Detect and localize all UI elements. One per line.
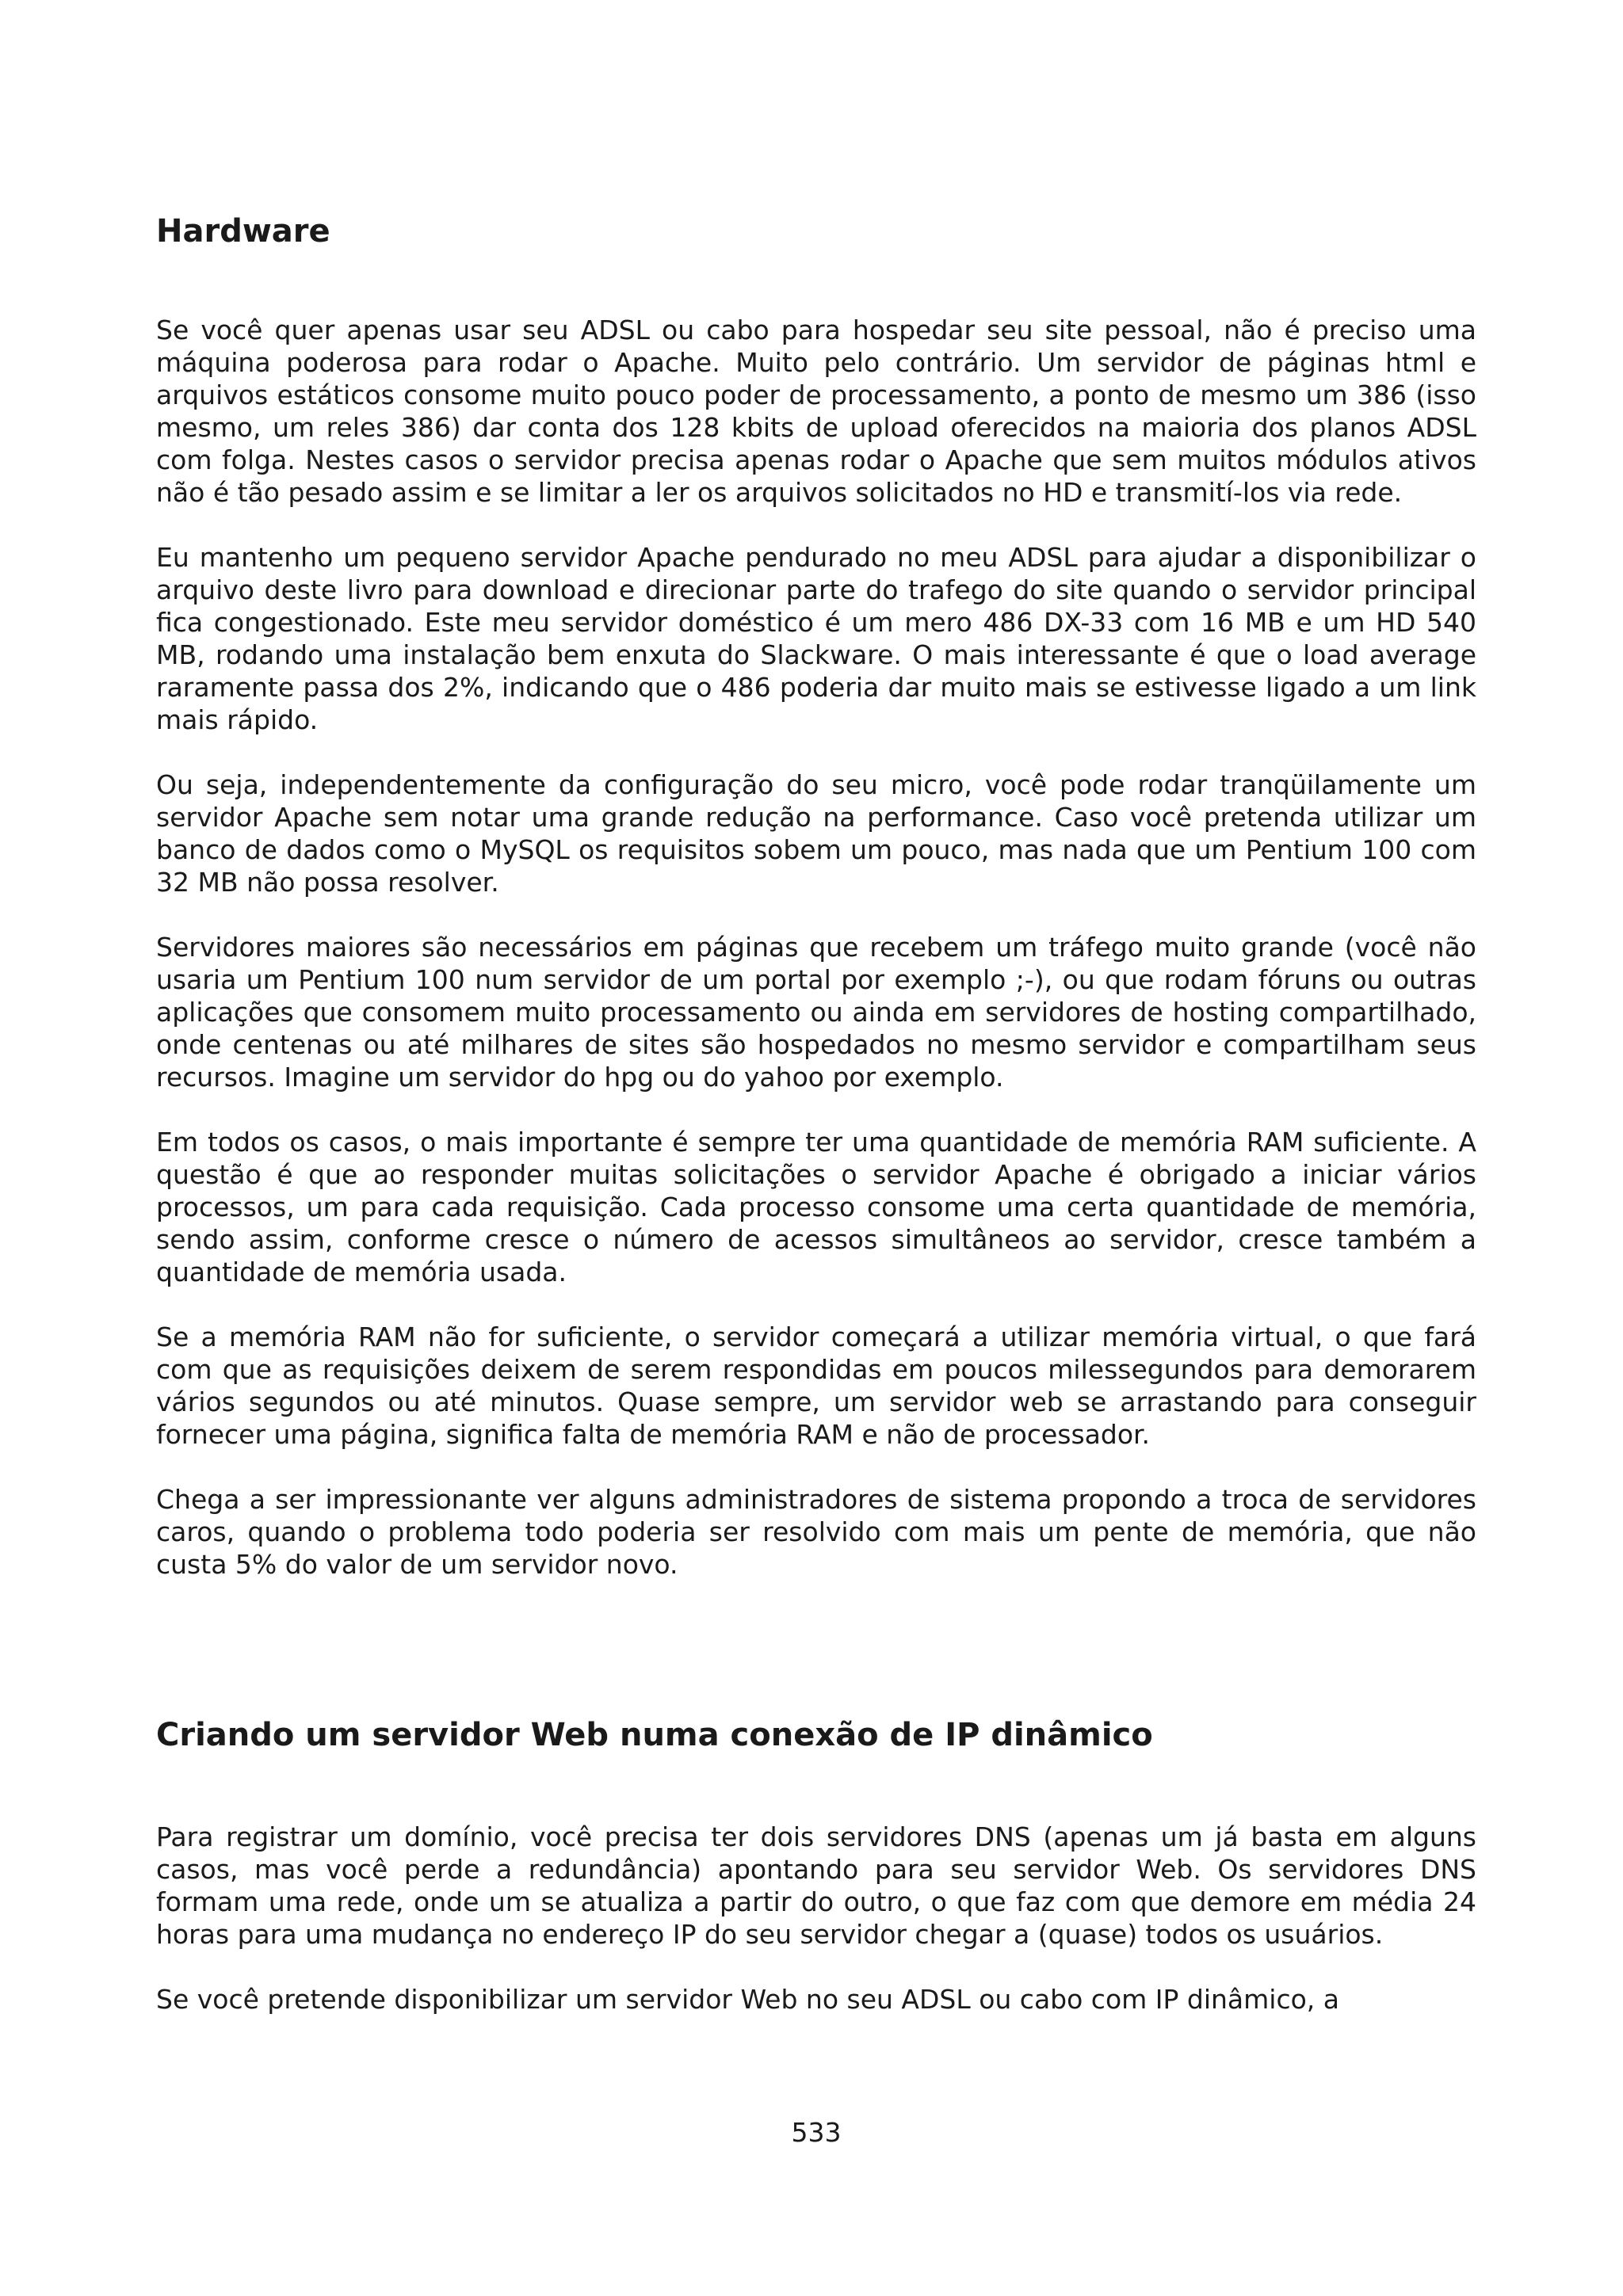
paragraph: Se você quer apenas usar seu ADSL ou cabo para hospedar seu site pessoal, não é preciso uma máquina poderosa para rodar o Apache. Muito pelo contrário. Um servidor de páginas html e arquivos estáticos consome muito pouco poder de processamento, a ponto de mesmo um 386 (isso mesmo, um reles 386) dar conta dos 128 kbits de upload oferecidos na maioria dos planos ADSL com folga. Nestes casos o servidor precisa apenas rodar o Apache que sem muitos módulos ativos não é tão pesado assim e se limitar a ler os arquivos solicitados no HD e transmití-los via rede.: [156, 315, 1476, 508]
document-page: [156, 0, 1476, 2296]
section-body-dynamic-ip-web-server: [156, 1821, 1476, 2048]
section-body-hardware: [156, 314, 1476, 1613]
page-number: 533: [791, 2117, 842, 2148]
paragraph: Em todos os casos, o mais importante é sempre ter uma quantidade de memória RAM suficiente. A questão é que ao responder muitas solicitações o servidor Apache é obrigado a iniciar vários processos, um para cada requisição. Cada processo consome uma certa quantidade de memória, sendo assim, conforme cresce o número de acessos simultâneos ao servidor, cresce também a quantidade de memória usada.: [156, 1127, 1476, 1287]
section-heading-hardware: Hardware: [156, 213, 330, 250]
paragraph: Chega a ser impressionante ver alguns administradores de sistema propondo a troca de servidores caros, quando o problema todo poderia ser resolvido com mais um pente de memória, que não custa 5% do valor de um servidor novo.: [156, 1484, 1476, 1580]
section-heading-dynamic-ip-web-server: Criando um servidor Web numa conexão de IP dinâmico: [156, 1717, 1153, 1753]
paragraph: Se você pretende disponibilizar um servidor Web no seu ADSL ou cabo com IP dinâmico, a: [156, 1984, 1339, 2015]
paragraph: Ou seja, independentemente da configuração do seu micro, você pode rodar tranqüilamente um servidor Apache sem notar uma grande redução na performance. Caso você pretenda utilizar um banco de dados como o MySQL os requisitos sobem um pouco, mas nada que um Pentium 100 com 32 MB não possa resolver.: [156, 769, 1476, 898]
paragraph: Servidores maiores são necessários em páginas que recebem um tráfego muito grande (você não usaria um Pentium 100 num servidor de um portal por exemplo ;-), ou que rodam fóruns ou outras aplicações que consomem muito processamento ou ainda em servidores de hosting compartilhado, onde centenas ou até milhares de sites são hospedados no mesmo servidor e compartilham seus recursos. Imagine um servidor do hpg ou do yahoo por exemplo.: [156, 932, 1476, 1093]
paragraph: Para registrar um domínio, você precisa ter dois servidores DNS (apenas um já basta em alguns casos, mas você perde a redundância) apontando para seu servidor Web. Os servidores DNS formam uma rede, onde um se atualiza a partir do outro, o que faz com que demore em média 24 horas para uma mudança no endereço IP do seu servidor chegar a (quase) todos os usuários.: [156, 1821, 1476, 1950]
paragraph: Eu mantenho um pequeno servidor Apache pendurado no meu ADSL para ajudar a disponibilizar o arquivo deste livro para download e direcionar parte do trafego do site quando o servidor principal fica congestionado. Este meu servidor doméstico é um mero 486 DX-33 com 16 MB e um HD 540 MB, rodando uma instalação bem enxuta do Slackware. O mais interessante é que o load average raramente passa dos 2%, indicando que o 486 poderia dar muito mais se estivesse ligado a um link mais rápido.: [156, 542, 1476, 735]
paragraph: Se a memória RAM não for suficiente, o servidor começará a utilizar memória virtual, o que fará com que as requisições deixem de serem respondidas em poucos milessegundos para demorarem vários segundos ou até minutos. Quase sempre, um servidor web se arrastando para conseguir fornecer uma página, significa falta de memória RAM e não de processador.: [156, 1322, 1476, 1450]
